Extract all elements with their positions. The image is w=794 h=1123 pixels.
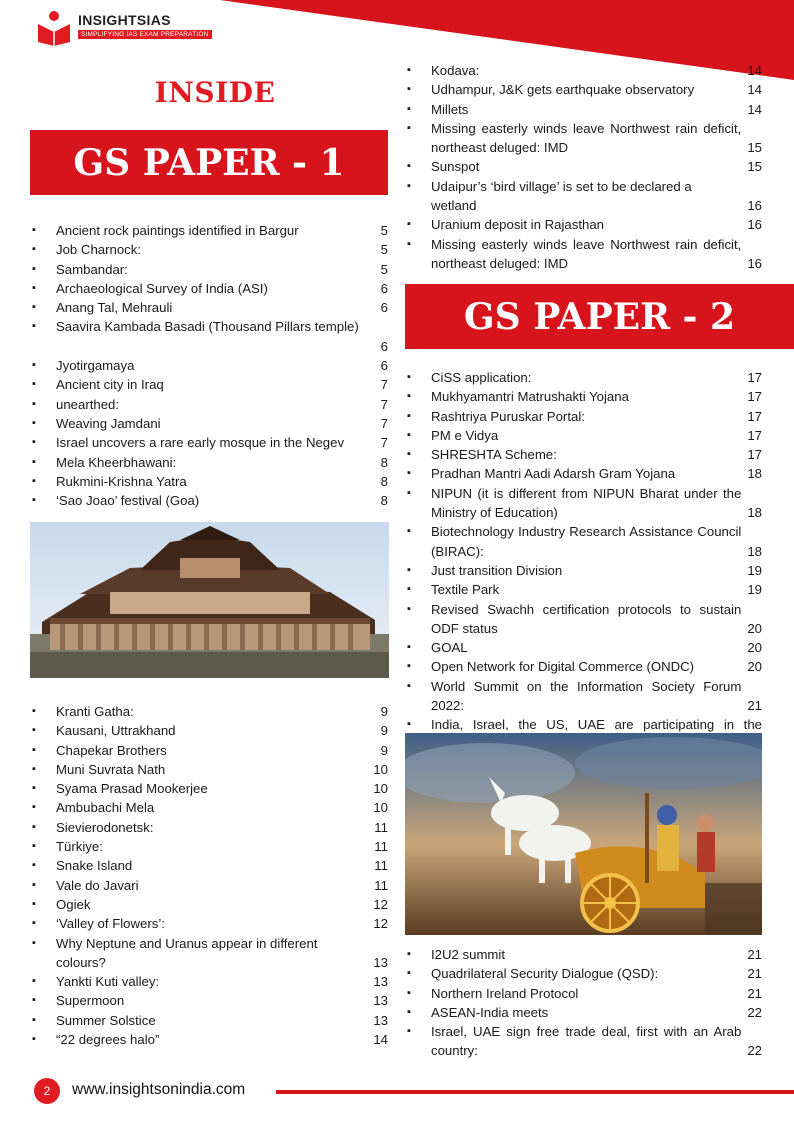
toc-item[interactable]: ▪ Kausani, Uttrakhand 9 <box>30 721 388 740</box>
toc-item[interactable]: ▪ Rukmini-Krishna Yatra 8 <box>30 472 388 491</box>
gs1-toc-list-b <box>30 702 388 1049</box>
toc-item-continuation[interactable]: ▪ I2U2 summit 21 <box>405 945 762 964</box>
toc-item[interactable]: ▪ Ancient city in Iraq 7 <box>30 375 388 394</box>
toc-item[interactable]: ▪ “22 degrees halo” 14 <box>30 1030 388 1049</box>
website-link[interactable]: www.insightsonindia.com <box>72 1081 246 1098</box>
toc-item[interactable]: ▪ Israel uncovers a rare early mosque in the Negev 7 <box>30 433 388 452</box>
toc-item[interactable]: ▪ Northern Ireland Protocol 21 <box>405 984 762 1003</box>
toc-item[interactable]: ▪ Quadrilateral Security Dialogue (QSD): 21 <box>405 964 762 983</box>
toc-item[interactable]: ▪ Pradhan Mantri Aadi Adarsh Gram Yojana 18 <box>405 464 762 483</box>
toc-item[interactable]: ▪ Just transition Division 19 <box>405 561 762 580</box>
toc-item[interactable]: ▪ Kodava: 14 <box>405 61 762 80</box>
toc-item[interactable]: ▪ CiSS application: 17 <box>405 368 762 387</box>
logo-emblem-icon <box>34 10 74 46</box>
toc-item[interactable]: ▪ Uranium deposit in Rajasthan 16 <box>405 215 762 234</box>
toc-item[interactable]: ▪ Sambandar: 5 <box>30 260 388 279</box>
logo-tagline: SIMPLIFYING IAS EXAM PREPARATION <box>78 30 212 39</box>
toc-item[interactable]: ▪ Summer Solstice 13 <box>30 1011 388 1030</box>
toc-item[interactable]: ▪ Chapekar Brothers 9 <box>30 741 388 760</box>
toc-item[interactable]: ▪ ASEAN-India meets 22 <box>405 1003 762 1022</box>
toc-item[interactable]: ▪ ‘Valley of Flowers’: 12 <box>30 914 388 933</box>
page-number-badge: 2 <box>34 1078 60 1104</box>
toc-item[interactable]: ▪ Open Network for Digital Commerce (ONDC) 20 <box>405 657 762 676</box>
toc-item[interactable]: ▪ Why Neptune and Uranus appear in different colours? 13 <box>30 934 388 973</box>
toc-item[interactable]: ▪ GOAL 20 <box>405 638 762 657</box>
chariot-painting-photo <box>405 733 762 935</box>
toc-item[interactable]: ▪ unearthed: 7 <box>30 395 388 414</box>
toc-item[interactable]: ▪ Israel, UAE sign free trade deal, first with an Arab country: 22 <box>405 1022 762 1061</box>
temple-photo <box>30 522 389 678</box>
gs2-toc-list-a <box>405 368 762 735</box>
toc-item[interactable]: ▪ PM e Vidya 17 <box>405 426 762 445</box>
toc-item[interactable]: ▪ Archaeological Survey of India (ASI) 6 <box>30 279 388 298</box>
toc-item[interactable]: ▪ NIPUN (it is different from NIPUN Bharat under the Ministry of Education) 18 <box>405 484 762 523</box>
gs-paper-1-banner: GS PAPER - 1 <box>30 130 388 195</box>
toc-item[interactable]: ▪ Biotechnology Industry Research Assistance Council (BIRAC): 18 <box>405 522 762 561</box>
toc-item[interactable]: ▪ Sunspot 15 <box>405 157 762 176</box>
toc-item[interactable]: ▪ Syama Prasad Mookerjee 10 <box>30 779 388 798</box>
krishna-arjuna-chariot-image <box>405 733 762 935</box>
gs1-toc-list-a <box>30 221 388 510</box>
toc-item[interactable]: ▪ Revised Swachh certification protocols to sustain ODF status 20 <box>405 600 762 639</box>
toc-item[interactable]: ▪ Jyotirgamaya 6 <box>30 356 388 375</box>
gs1-toc-list-c <box>405 61 762 273</box>
toc-item[interactable]: ▪ Saavira Kambada Basadi (Thousand Pillars temple) 6 <box>30 317 388 356</box>
toc-item[interactable]: ▪ India, Israel, the US, UAE are participating in the <box>405 715 762 734</box>
toc-item[interactable]: ▪ Millets 14 <box>405 100 762 119</box>
toc-item[interactable]: ▪ Mela Kheerbhawani: 8 <box>30 453 388 472</box>
inside-title: INSIDE <box>154 76 276 109</box>
toc-item[interactable]: ▪ Textile Park 19 <box>405 580 762 599</box>
thousand-pillars-temple-image <box>30 522 389 678</box>
toc-item[interactable]: ▪ Sievierodonetsk: 11 <box>30 818 388 837</box>
gs2-toc-list-b <box>405 945 762 1061</box>
toc-item[interactable]: ▪ Muni Suvrata Nath 10 <box>30 760 388 779</box>
insightsias-logo <box>34 10 214 46</box>
toc-item[interactable]: ▪ Supermoon 13 <box>30 991 388 1010</box>
toc-item[interactable]: ▪ Job Charnock: 5 <box>30 240 388 259</box>
toc-item[interactable]: ▪ Ambubachi Mela 10 <box>30 798 388 817</box>
toc-item[interactable]: ▪ Türkiye: 11 <box>30 837 388 856</box>
toc-item[interactable]: ▪ Anang Tal, Mehrauli 6 <box>30 298 388 317</box>
toc-item[interactable]: ▪ Vale do Javari 11 <box>30 876 388 895</box>
toc-item[interactable]: ▪ Mukhyamantri Matrushakti Yojana 17 <box>405 387 762 406</box>
toc-item[interactable]: ▪ Yankti Kuti valley: 13 <box>30 972 388 991</box>
toc-item[interactable]: ▪ Snake Island 11 <box>30 856 388 875</box>
toc-item[interactable]: ▪ Kranti Gatha: 9 <box>30 702 388 721</box>
logo-name: INSIGHTSIAS <box>78 12 171 28</box>
footer-divider <box>276 1090 794 1094</box>
toc-item[interactable]: ▪ Rashtriya Puruskar Portal: 17 <box>405 407 762 426</box>
toc-item[interactable]: ▪ Missing easterly winds leave Northwest rain deficit, northeast deluged: IMD 15 <box>405 119 762 158</box>
toc-item[interactable]: ▪ World Summit on the Information Society Forum 2022: 21 <box>405 677 762 716</box>
toc-item[interactable]: ▪ Missing easterly winds leave Northwest rain deficit, northeast deluged: IMD 16 <box>405 235 762 274</box>
toc-item[interactable]: ▪ Udaipur’s ‘bird village’ is set to be declared a wetland 16 <box>405 177 762 216</box>
toc-item[interactable]: ▪ ‘Sao Joao’ festival (Goa) 8 <box>30 491 388 510</box>
toc-item[interactable]: ▪ SHRESHTA Scheme: 17 <box>405 445 762 464</box>
gs-paper-2-banner: GS PAPER - 2 <box>405 284 794 349</box>
toc-item[interactable]: ▪ Weaving Jamdani 7 <box>30 414 388 433</box>
toc-item[interactable]: ▪ Ogiek 12 <box>30 895 388 914</box>
toc-item[interactable]: ▪ Udhampur, J&K gets earthquake observatory 14 <box>405 80 762 99</box>
toc-item[interactable]: ▪ Ancient rock paintings identified in Bargur 5 <box>30 221 388 240</box>
